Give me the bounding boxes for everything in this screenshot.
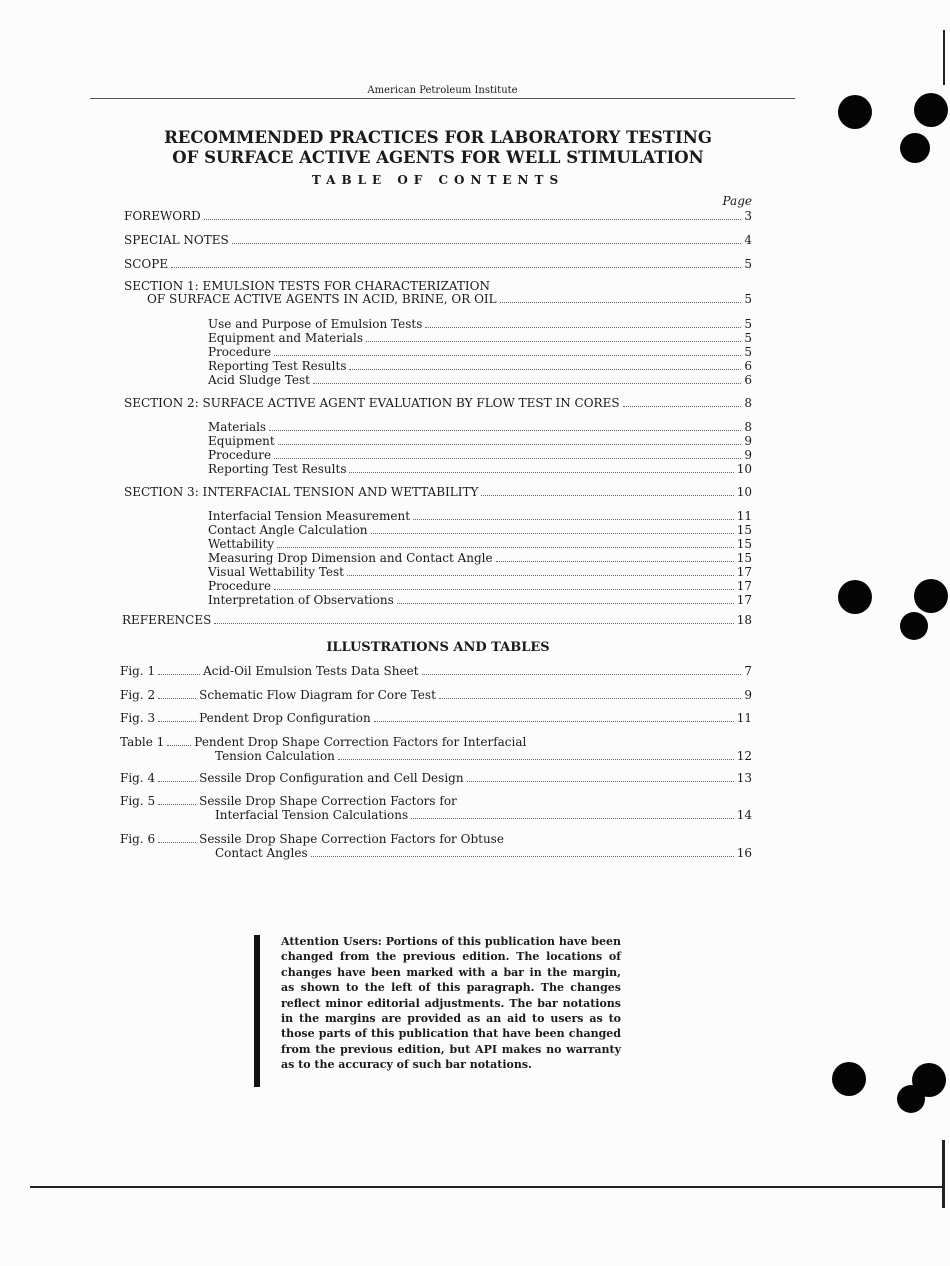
toc-entry-materials[interactable]: Materials 8 — [208, 420, 752, 434]
punch-hole — [900, 133, 930, 163]
toc-entry-special-notes[interactable]: SPECIAL NOTES 4 — [124, 233, 752, 247]
toc-heading: TABLE OF CONTENTS — [311, 173, 565, 187]
attention-notice: Attention Users: Portions of this publication have been changed from the previous edition. The locations of changes have been marked with a bar in the margin, as shown to the left of this paragraph. The changes reflect minor editorial adjustments. The bar notations in the margins are provided as an aid to users as to those parts of this publication that have been changed from the previous edition, but API makes no warranty as to the accuracy of such bar notations. — [281, 935, 621, 1072]
illustration-entry-fig-4[interactable]: Fig. 4 Sessile Drop Configuration and Cell Design 13 — [120, 771, 752, 785]
illustration-entry-fig-6[interactable]: Contact Angles 16 — [215, 846, 752, 860]
toc-entry-section-1[interactable]: OF SURFACE ACTIVE AGENTS IN ACID, BRINE, OR OIL 5 — [147, 292, 752, 306]
toc-entry-interpretation-of-observations[interactable]: Interpretation of Observations 17 — [208, 593, 752, 607]
illustration-entry-fig-5-line1: Fig. 5 Sessile Drop Shape Correction Factors for — [120, 794, 457, 808]
toc-entry-contact-angle-calculation[interactable]: Contact Angle Calculation 15 — [208, 523, 752, 537]
illustration-entry-fig-3[interactable]: Fig. 3 Pendent Drop Configuration 11 — [120, 711, 752, 725]
toc-entry-procedure-3[interactable]: Procedure 17 — [208, 579, 752, 593]
document-title — [120, 128, 756, 168]
page-column-label: Page — [722, 194, 752, 208]
toc-entry-acid-sludge-test[interactable]: Acid Sludge Test 6 — [208, 373, 752, 387]
toc-entry-procedure-2[interactable]: Procedure 9 — [208, 448, 752, 462]
bottom-page-edge — [30, 1186, 945, 1188]
punch-hole — [914, 579, 948, 613]
illustration-entry-table-1-line1: Table 1 Pendent Drop Shape Correction Factors for Interfacial — [120, 735, 527, 749]
toc-entry-section-1-line1: SECTION 1: EMULSION TESTS FOR CHARACTERIZATION — [124, 279, 490, 293]
title-line-2: OF SURFACE ACTIVE AGENTS FOR WELL STIMULATION — [172, 148, 704, 167]
toc-entry-equipment-and-materials[interactable]: Equipment and Materials 5 — [208, 331, 752, 345]
toc-entry-reporting-test-results-2[interactable]: Reporting Test Results 10 — [208, 462, 752, 476]
running-header: American Petroleum Institute — [367, 85, 518, 96]
right-page-edge — [942, 1140, 945, 1208]
header-rule — [90, 98, 795, 99]
change-bar — [254, 935, 260, 1087]
punch-hole — [900, 612, 928, 640]
punch-hole — [914, 93, 948, 127]
toc-entry-reporting-test-results-1[interactable]: Reporting Test Results 6 — [208, 359, 752, 373]
toc-entry-use-and-purpose[interactable]: Use and Purpose of Emulsion Tests 5 — [208, 317, 752, 331]
illustration-entry-fig-6-line1: Fig. 6 Sessile Drop Shape Correction Factors for Obtuse — [120, 832, 504, 846]
punch-hole — [832, 1062, 866, 1096]
toc-entry-equipment[interactable]: Equipment 9 — [208, 434, 752, 448]
toc-entry-section-3[interactable]: SECTION 3: INTERFACIAL TENSION AND WETTABILITY 10 — [124, 485, 752, 499]
illustration-entry-table-1[interactable]: Tension Calculation 12 — [215, 749, 752, 763]
toc-entry-wettability[interactable]: Wettability 15 — [208, 537, 752, 551]
toc-entry-foreword[interactable]: FOREWORD 3 — [124, 209, 752, 223]
toc-entry-section-2[interactable]: SECTION 2: SURFACE ACTIVE AGENT EVALUATION BY FLOW TEST IN CORES 8 — [124, 396, 752, 410]
punch-hole — [838, 580, 872, 614]
punch-hole — [838, 95, 872, 129]
punch-hole — [897, 1085, 925, 1113]
title-line-1: RECOMMENDED PRACTICES FOR LABORATORY TESTING — [164, 128, 712, 147]
illustrations-heading: ILLUSTRATIONS AND TABLES — [326, 640, 550, 655]
toc-entry-interfacial-tension-measurement[interactable]: Interfacial Tension Measurement 11 — [208, 509, 752, 523]
illustration-entry-fig-1[interactable]: Fig. 1 Acid-Oil Emulsion Tests Data Sheet 7 — [120, 664, 752, 678]
toc-entry-scope[interactable]: SCOPE 5 — [124, 257, 752, 271]
toc-entry-visual-wettability-test[interactable]: Visual Wettability Test 17 — [208, 565, 752, 579]
toc-entry-measuring-drop-dimension[interactable]: Measuring Drop Dimension and Contact Angle 15 — [208, 551, 752, 565]
toc-entry-procedure-1[interactable]: Procedure 5 — [208, 345, 752, 359]
right-page-edge — [943, 30, 945, 85]
illustration-entry-fig-5[interactable]: Interfacial Tension Calculations 14 — [215, 808, 752, 822]
toc-entry-references[interactable]: REFERENCES 18 — [122, 613, 752, 627]
illustration-entry-fig-2[interactable]: Fig. 2 Schematic Flow Diagram for Core Test 9 — [120, 688, 752, 702]
